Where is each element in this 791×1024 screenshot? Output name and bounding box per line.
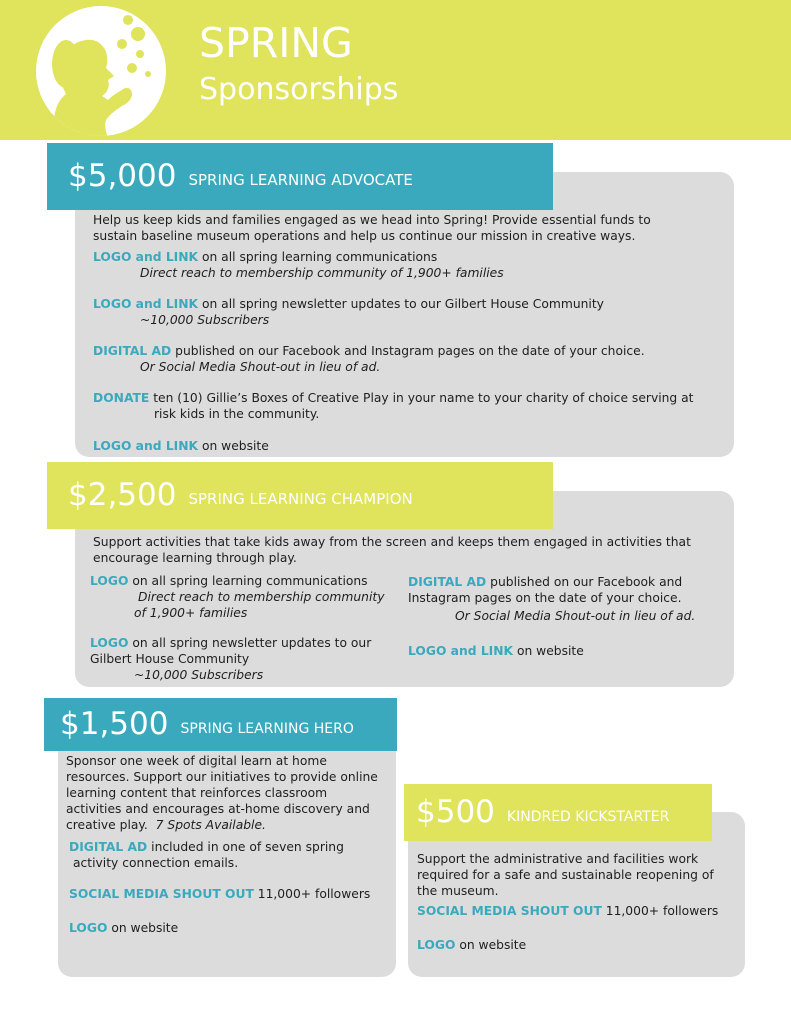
tier-name: SPRING LEARNING CHAMPION: [188, 490, 413, 508]
benefit-note: Or Social Media Shout-out in lieu of ad.: [140, 360, 381, 374]
page-subtitle: Sponsorships: [199, 72, 399, 107]
benefit-item: LOGO on website: [417, 938, 527, 952]
benefit-keyword: SOCIAL MEDIA SHOUT OUT: [417, 904, 602, 918]
tier-intro: Sponsor one week of digital learn at home resources. Support our initiatives to provide online learning content that reinforces classroom activities and encourages at-home discovery and creative play. 7 Spots Available.: [66, 754, 378, 832]
benefit-item: LOGO on all spring newsletter updates to our Gilbert House Community: [90, 636, 372, 666]
benefit-item: DIGITAL AD published on our Facebook and Instagram pages on the date of your choice.: [93, 344, 645, 358]
tier-amount: $2,500: [68, 477, 177, 513]
benefit-item: SOCIAL MEDIA SHOUT OUT 11,000+ followers: [417, 904, 719, 918]
tier-name: SPRING LEARNING HERO: [180, 720, 354, 737]
tier-intro: Help us keep kids and families engaged as we head into Spring! Provide essential funds to sustain baseline museum operations and help us continue our mission in creative ways.: [93, 213, 651, 243]
benefit-keyword: DIGITAL AD: [93, 344, 172, 358]
benefit-item: LOGO and LINK on all spring learning communications: [93, 250, 438, 264]
benefit-item: DIGITAL AD included in one of seven spring activity connection emails.: [69, 840, 344, 870]
benefit-keyword: LOGO: [90, 574, 129, 588]
benefit-note: ~10,000 Subscribers: [140, 313, 270, 327]
benefit-note: Or Social Media Shout-out in lieu of ad.: [455, 609, 696, 623]
tier-intro: Support the administrative and facilities work required for a safe and sustainable reopening of the museum.: [417, 852, 714, 898]
benefit-keyword: LOGO: [417, 938, 456, 952]
tier-kickstarter-header: [404, 784, 712, 841]
benefit-keyword: DONATE: [93, 391, 150, 405]
child-silhouette-logo: [36, 6, 166, 136]
spots-available: 7 Spots Available.: [155, 818, 266, 832]
benefit-keyword: LOGO and LINK: [93, 297, 199, 311]
benefit-item: LOGO on all spring learning communications: [90, 574, 368, 588]
tier-intro: Support activities that take kids away from the screen and keeps them engaged in activities that encourage learning through play.: [93, 535, 691, 565]
benefit-keyword: LOGO and LINK: [408, 644, 514, 658]
benefit-note: Direct reach to membership community of 1,900+ families: [134, 590, 385, 620]
benefit-keyword: DIGITAL AD: [408, 575, 487, 589]
child-silhouette-icon: [36, 6, 166, 136]
tier-name: KINDRED KICKSTARTER: [506, 808, 670, 825]
tier-champion-header: [47, 462, 553, 529]
benefit-keyword: LOGO: [69, 921, 108, 935]
header-banner: [0, 0, 791, 140]
benefit-item: DONATE ten (10) Gillie’s Boxes of Creative Play in your name to your charity of choice serving at: [93, 391, 694, 405]
benefit-keyword: DIGITAL AD: [69, 840, 148, 854]
tier-amount: $500: [416, 794, 495, 830]
benefit-item: LOGO and LINK on website: [408, 644, 584, 658]
tier-hero-header: [44, 698, 397, 751]
benefit-item-cont: risk kids in the community.: [154, 407, 320, 421]
tier-amount: $5,000: [68, 158, 177, 194]
benefit-keyword: SOCIAL MEDIA SHOUT OUT: [69, 887, 254, 901]
page-title: SPRING: [199, 19, 353, 67]
benefit-item: DIGITAL AD published on our Facebook and Instagram pages on the date of your choice.: [408, 575, 683, 605]
benefit-keyword: LOGO and LINK: [93, 250, 199, 264]
benefit-keyword: LOGO and LINK: [93, 439, 199, 453]
tier-amount: $1,500: [60, 706, 169, 742]
tier-name: SPRING LEARNING ADVOCATE: [188, 171, 413, 189]
benefit-note: ~10,000 Subscribers: [134, 668, 264, 682]
benefit-keyword: LOGO: [90, 636, 129, 650]
benefit-item: LOGO and LINK on all spring newsletter updates to our Gilbert House Community: [93, 297, 604, 311]
benefit-item: SOCIAL MEDIA SHOUT OUT 11,000+ followers: [69, 887, 371, 901]
benefit-item: LOGO on website: [69, 921, 179, 935]
benefit-item: LOGO and LINK on website: [93, 439, 269, 453]
benefit-note: Direct reach to membership community of 1,900+ families: [140, 266, 504, 280]
tier-advocate-header: [47, 143, 553, 210]
